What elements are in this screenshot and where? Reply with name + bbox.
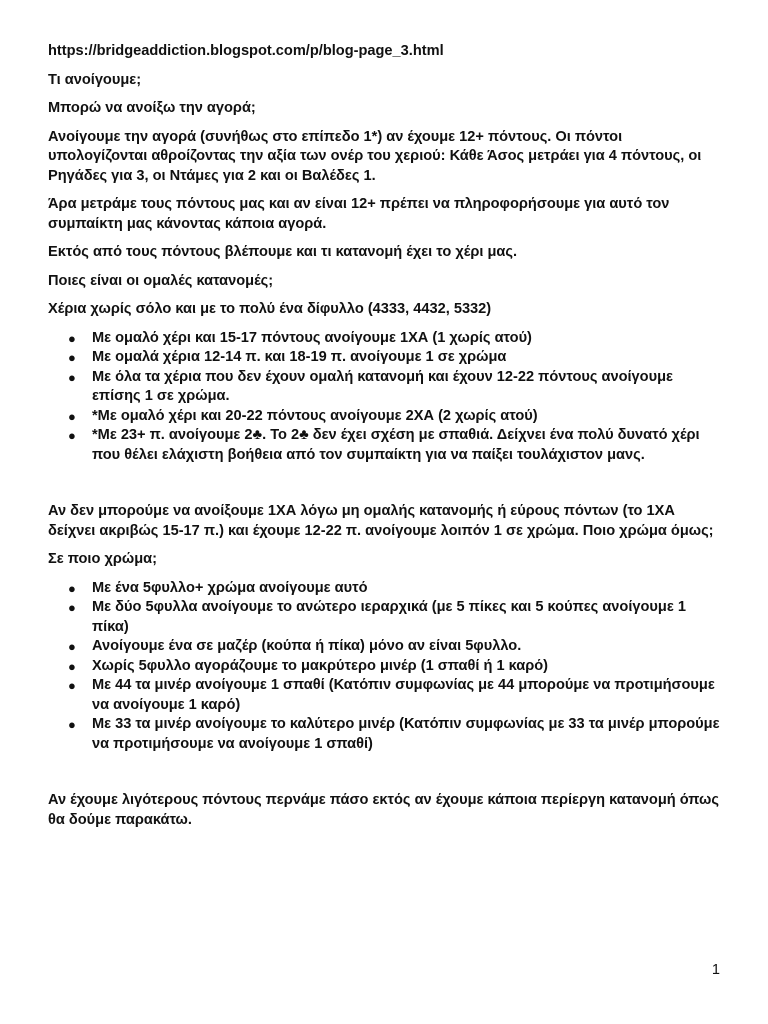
paragraph-count-points: Άρα μετράμε τους πόντους μας και αν είναι 12+ πρέπει να πληροφορήσουμε για αυτό τον συμπαίκτη μας κάνοντας κάποια αγορά.: [48, 196, 670, 232]
bullet-icon: ●: [68, 369, 76, 385]
list-item: [48, 348, 720, 368]
list-item: [48, 426, 720, 465]
list-item: [48, 715, 720, 754]
paragraph-balanced-definition: Χέρια χωρίς σόλο και με το πολύ ένα δίφυλλο (4333, 4432, 5332): [48, 301, 492, 317]
heading-which-suit: Σε ποιο χρώμα;: [48, 551, 157, 567]
list-item-text: Με 33 τα μινέρ ανοίγουμε το καλύτερο μινέρ (Κατόπιν συμφωνίας με 33 τα μινέρ μπορούμε να προτιμήσουμε να ανοίγουμε 1 σπαθί): [92, 716, 720, 752]
list-item-text: *Με ομαλό χέρι και 20-22 πόντους ανοίγουμε 2ΧΑ (2 χωρίς ατού): [92, 407, 538, 424]
heading-balanced-distributions: Ποιες είναι οι ομαλές κατανομές;: [48, 272, 274, 289]
bullet-icon: ●: [68, 658, 76, 674]
list-item-text: *Με 23+ π. ανοίγουμε 2♣. Το 2♣ δεν έχει σχέση με σπαθιά. Δείχνει ένα πολύ δυνατό χέρι που θέλει ελάχιστη βοήθεια από τον συμπαίκτη για να παίξει τουλάχιστον μανς.: [92, 427, 700, 463]
heading-what-to-open: Τι ανοίγουμε;: [48, 71, 142, 88]
bullet-icon: ●: [68, 639, 76, 654]
bullet-icon: ●: [68, 428, 76, 443]
paragraph-distribution: Εκτός από τους πόντους βλέπουμε και τι κατανομή έχει το χέρι μας.: [48, 244, 518, 260]
list-item: [48, 598, 720, 637]
list-item-text: Με δύο 5φυλλα ανοίγουμε το ανώτερο ιεραρχικά (με 5 πίκες και 5 κούπες ανοίγουμε 1 πίκα): [92, 599, 686, 635]
list-item-text: Ανοίγουμε ένα σε μαζέρ (κούπα ή πίκα) μόνο αν είναι 5φυλλο.: [92, 638, 522, 654]
list-item: [48, 579, 720, 599]
list-item-text: Με ομαλό χέρι και 15-17 πόντους ανοίγουμε 1ΧΑ (1 χωρίς ατού): [92, 329, 532, 346]
paragraph-pass: Αν έχουμε λιγότερους πόντους περνάμε πάσο εκτός αν έχουμε κάποια περίεργη κατανομή όπως θα δούμε παρακάτω.: [48, 792, 719, 828]
bullet-icon: ●: [68, 717, 76, 732]
bullet-icon: ●: [68, 330, 76, 346]
list-item-text: Χωρίς 5φυλλο αγοράζουμε το μακρύτερο μινέρ (1 σπαθί ή 1 καρό): [92, 657, 549, 674]
list-item: [48, 657, 720, 677]
list-item: [48, 329, 720, 349]
list-item-text: Με ένα 5φυλλο+ χρώμα ανοίγουμε αυτό: [92, 579, 368, 596]
list-item: [48, 637, 720, 657]
list-item-text: Με 44 τα μινέρ ανοίγουμε 1 σπαθί (Κατόπιν συμφωνίας με 44 μπορούμε να προτιμήσουμε να ανοίγουμε 1 καρό): [92, 677, 715, 713]
paragraph-points: Ανοίγουμε την αγορά (συνήθως στο επίπεδο 1*) αν έχουμε 12+ πόντους. Οι πόντοι υπολογίζονται αθροίζοντας την αξία των ονέρ του χεριού: Κάθε Άσος μετράει για 4 πόντους, οι Ρηγάδες για 3, οι Ντάμες για 2 και οι Βαλέδες 1.: [48, 128, 702, 184]
heading-can-i-open: Μπορώ να ανοίξω την αγορά;: [48, 100, 256, 116]
list-item-text: Με όλα τα χέρια που δεν έχουν ομαλή κατανομή και έχουν 12-22 πόντους ανοίγουμε επίσης 1 σε χρώμα.: [92, 368, 673, 404]
spacer: [48, 763, 720, 791]
bullet-icon: ●: [68, 678, 76, 693]
bullet-icon: ●: [68, 408, 76, 424]
bullet-icon: ●: [68, 600, 76, 615]
list-item-text: Με ομαλά χέρια 12-14 π. και 18-19 π. ανοίγουμε 1 σε χρώμα: [92, 349, 507, 365]
list-item: [48, 368, 720, 407]
spacer: [48, 474, 720, 502]
opening-rules-list: [48, 329, 720, 466]
list-item: [48, 407, 720, 427]
bullet-icon: ●: [68, 580, 76, 596]
suit-choice-list: [48, 579, 720, 755]
page-number: 1: [711, 962, 720, 978]
list-item: [48, 676, 720, 715]
paragraph-one-suit: Αν δεν μπορούμε να ανοίξουμε 1ΧΑ λόγω μη ομαλής κατανομής ή εύρους πόντων (το 1ΧΑ δείχνει ακριβώς 15-17 π.) και έχουμε 12-22 π. ανοίγουμε λοιπόν 1 σε χρώμα. Ποιο χρώμα όμως;: [48, 503, 714, 539]
source-url: https://bridgeaddiction.blogspot.com/p/blog-page_3.html: [48, 43, 444, 59]
bullet-icon: ●: [68, 350, 76, 365]
